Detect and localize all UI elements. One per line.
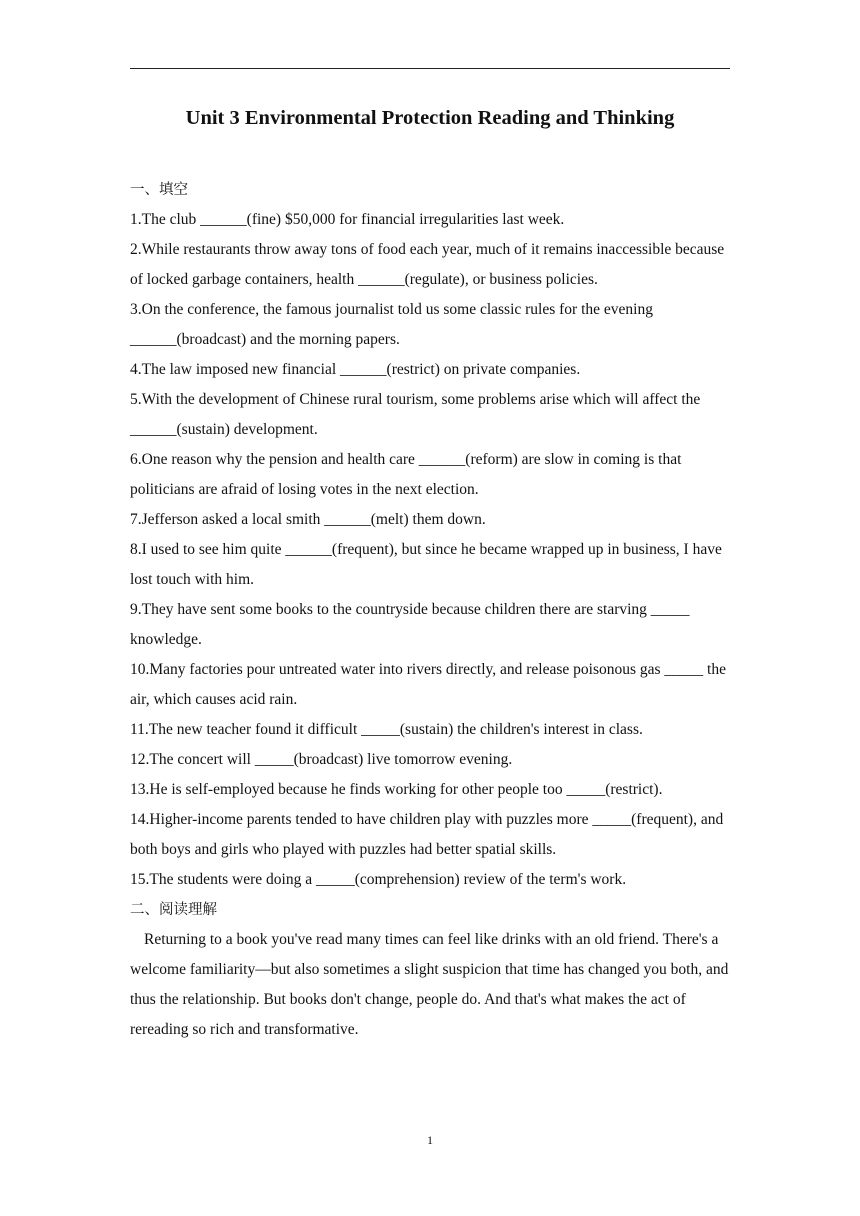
exercise-item-8: 8.I used to see him quite ______(frequent), but since he became wrapped up in business, I have lost touch with him. xyxy=(130,541,722,588)
exercise-item-14: 14.Higher-income parents tended to have children play with puzzles more _____(frequent), and both boys and girls who played with puzzles had better spatial skills. xyxy=(130,811,724,858)
section-heading-fill-in: 一、填空 xyxy=(130,182,188,198)
exercise-item-2: 2.While restaurants throw away tons of food each year, much of it remains inaccessible because of locked garbage containers, health ______(regulate), or business policies. xyxy=(130,241,725,288)
exercise-item-6: 6.One reason why the pension and health care ______(reform) are slow in coming is that politicians are afraid of losing votes in the next election. xyxy=(130,451,682,498)
page-number: 1 xyxy=(427,1133,433,1147)
header-rule xyxy=(130,68,730,69)
document-body xyxy=(130,175,734,1045)
section-heading-reading: 二、阅读理解 xyxy=(130,902,217,918)
exercise-item-12: 12.The concert will _____(broadcast) live tomorrow evening. xyxy=(130,751,513,768)
exercise-item-15: 15.The students were doing a _____(comprehension) review of the term's work. xyxy=(130,871,627,888)
exercise-item-13: 13.He is self-employed because he finds working for other people too _____(restrict). xyxy=(130,781,663,798)
document-title: Unit 3 Environmental Protection Reading and Thinking xyxy=(185,107,675,129)
exercise-item-5: 5.With the development of Chinese rural tourism, some problems arise which will affect the ______(sustain) development. xyxy=(130,391,701,438)
exercise-item-1: 1.The club ______(fine) $50,000 for financial irregularities last week. xyxy=(130,211,565,228)
exercise-item-10: 10.Many factories pour untreated water into rivers directly, and release poisonous gas _____ the air, which causes acid rain. xyxy=(130,661,726,708)
exercise-item-9: 9.They have sent some books to the countryside because children there are starving _____ knowledge. xyxy=(130,601,690,648)
exercise-item-4: 4.The law imposed new financial ______(restrict) on private companies. xyxy=(130,361,581,378)
exercise-item-3: 3.On the conference, the famous journalist told us some classic rules for the evening ______(broadcast) and the morning papers. xyxy=(130,301,653,348)
exercise-item-11: 11.The new teacher found it difficult _____(sustain) the children's interest in class. xyxy=(130,721,643,738)
reading-paragraph: Returning to a book you've read many times can feel like drinks with an old friend. There's a welcome familiarity—but also sometimes a slight suspicion that time has changed you both, and thus the relationship. But books don't change, people do. And that's what makes the act of rereading so rich and transformative. xyxy=(130,931,729,1038)
exercise-item-7: 7.Jefferson asked a local smith ______(melt) them down. xyxy=(130,511,486,528)
